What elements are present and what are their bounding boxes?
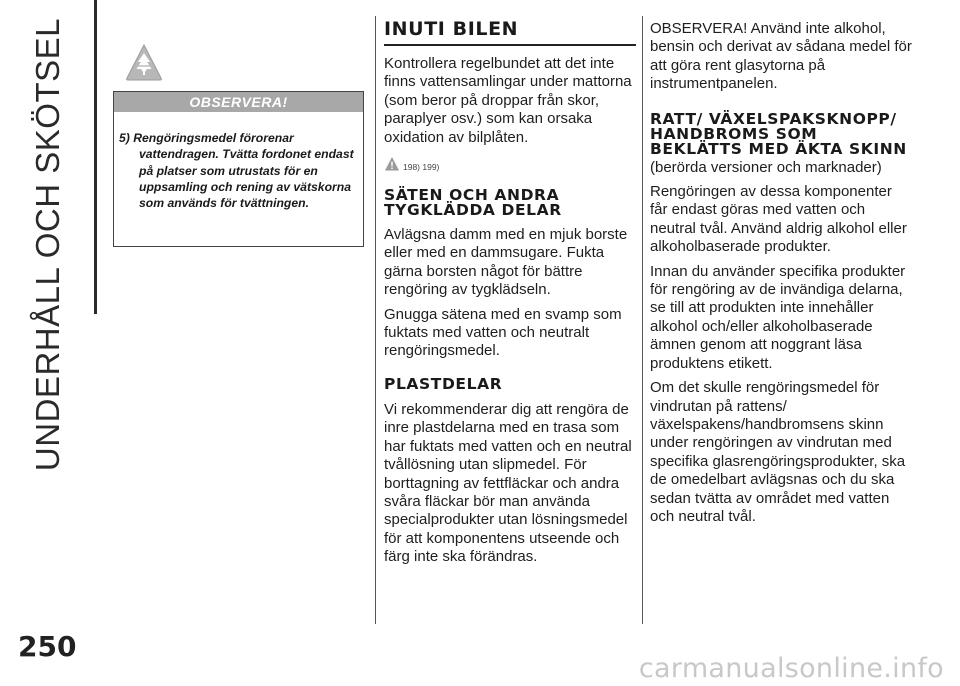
column-divider-1 <box>375 16 376 624</box>
warning-header: OBSERVERA! <box>114 92 363 112</box>
paragraph-seats-1: Avlägsna damm med en mjuk borste eller med en dammsugare. Fukta gärna borsten något för bättre rengöring av tygklädseln. <box>384 226 628 299</box>
warning-box <box>113 91 364 247</box>
page-number: 250 <box>18 630 77 663</box>
refs-text: 198) 199) <box>403 162 440 173</box>
warning-text: 5) Rengöringsmedel förorenar vattendragen. Tvätta fordonet endast på platser som utrustats för en uppsamling och rening av vätskorna som används för tvättningen. <box>119 131 354 211</box>
section-heading-interior: INUTI BILEN <box>384 18 636 46</box>
column-2 <box>650 18 912 526</box>
paragraph-plastic: Vi rekommenderar dig att rengöra de inre plastdelarna med en trasa som har fuktats med vatten och en neutral tvållösning utan slipmedel. För borttagning av fettfläckar och andra svåra fläckar bör man använda specialprodukter utan lösningsmedel för att komponentens utseende och färg inte ska förändras. <box>384 400 632 566</box>
hazard-tree-icon <box>124 42 164 82</box>
section-heading-plastic: PLASTDELAR <box>384 374 503 393</box>
chapter-title-text: UNDERHÅLL OCH SKÖTSEL <box>29 18 66 472</box>
column-1 <box>384 18 636 567</box>
section-heading-seats: SÄTEN OCH ANDRA TYGKLÄDDA DELAR <box>384 186 562 220</box>
paragraph-interior: Kontrollera regelbundet att det inte finns vattensamlingar under mattorna (som beror på droppar från skor, paraplyer osv.) som kan orsaka oxidation av bilplåten. <box>384 55 632 146</box>
section-heading-leather: RATT/ VÄXELSPAKSKNOPP/ HANDBROMS SOM BEKLÄTTS MED ÄKTA SKINN <box>650 109 907 158</box>
watermark: carmanualsonline.info <box>638 653 944 684</box>
paragraph-glass: OBSERVERA! Använd inte alkohol, bensin och derivat av sådana medel för att göra rent glasytorna på instrumentpanelen. <box>650 20 912 93</box>
paragraph-leather-2: Innan du använder specifika produkter för rengöring av de invändiga delarna, se till att produkten inte innehåller alkohol och/eller alkoholbaserade ämnen genom att noggrant läsa produktens etikett. <box>650 262 906 372</box>
note-versions: (berörda versioner och marknader) <box>650 158 882 176</box>
warning-triangle-icon <box>384 156 400 172</box>
warning-refs <box>384 156 636 172</box>
chapter-title <box>18 18 78 472</box>
chapter-rule <box>94 0 97 314</box>
column-divider-2 <box>642 16 643 624</box>
paragraph-seats-2: Gnugga sätena med en svamp som fuktats med vatten och neutralt rengöringsmedel. <box>384 305 622 360</box>
paragraph-leather-3: Om det skulle rengöringsmedel för vindrutan på rattens/ växelspakens/handbromsens skinn under rengöringen av vindrutan med specifika glasrengöringsprodukter, ska de omedelbart avlägsnas och du ska sedan tvätta av området med vatten och neutral tvål. <box>650 379 906 525</box>
paragraph-leather-1: Rengöringen av dessa komponenter får endast göras med vatten och neutral tvål. Använd aldrig alkohol eller alkoholbaserade produkter. <box>650 183 907 256</box>
